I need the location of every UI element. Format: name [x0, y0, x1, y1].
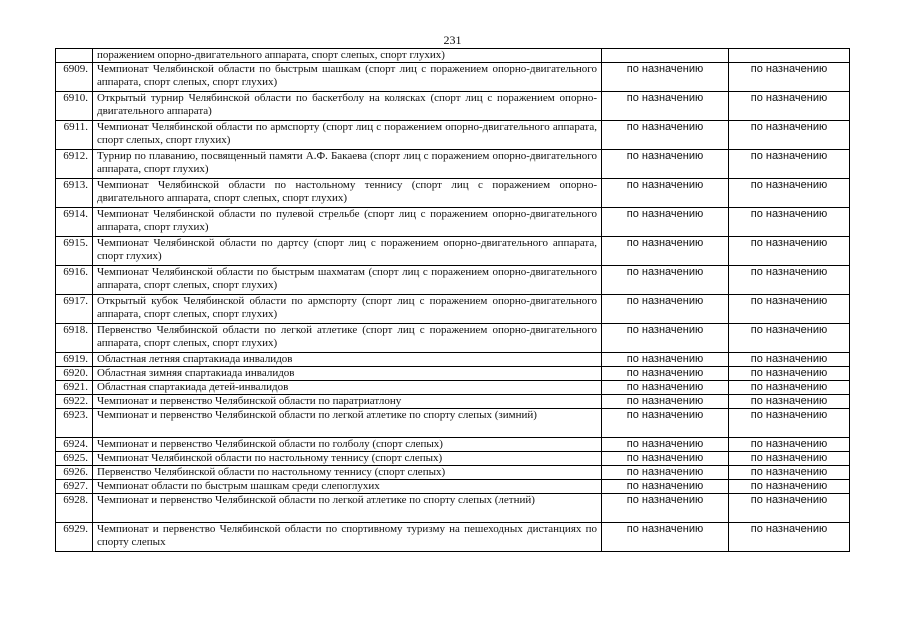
event-name: Чемпионат Челябинской области по быстрым шашкам (спорт лиц с поражением опорно-двигательного аппарата, спорт слепых, спорт глухих): [93, 63, 602, 92]
table-row: [56, 49, 850, 63]
event-name: Чемпионат Челябинской области по быстрым шахматам (спорт лиц с поражением опорно-двигательного аппарата, спорт слепых, спорт глухих): [93, 266, 602, 295]
place-cell: по назначению: [729, 179, 850, 208]
table-row: [56, 452, 850, 466]
term-cell: по назначению: [602, 150, 729, 179]
event-name: Чемпионат и первенство Челябинской области по легкой атлетике по спорту слепых (летний): [93, 494, 602, 523]
table-row: [56, 179, 850, 208]
term-cell: по назначению: [602, 92, 729, 121]
row-number: 6909.: [56, 63, 93, 92]
place-cell: по назначению: [729, 523, 850, 552]
row-number: [56, 49, 93, 63]
term-cell: по назначению: [602, 523, 729, 552]
event-name: Чемпионат Челябинской области по настольному теннису (спорт слепых): [93, 452, 602, 466]
term-cell: по назначению: [602, 381, 729, 395]
event-name: Областная спартакиада детей-инвалидов: [93, 381, 602, 395]
table-row: [56, 480, 850, 494]
term-cell: по назначению: [602, 409, 729, 438]
place-cell: по назначению: [729, 92, 850, 121]
row-number: 6927.: [56, 480, 93, 494]
table-row: [56, 353, 850, 367]
term-cell: по назначению: [602, 266, 729, 295]
event-name: Чемпионат Челябинской области по пулевой стрельбе (спорт лиц с поражением опорно-двигательного аппарата, спорт глухих): [93, 208, 602, 237]
term-cell: по назначению: [602, 480, 729, 494]
row-number: 6917.: [56, 295, 93, 324]
row-number: 6910.: [56, 92, 93, 121]
table-row: [56, 121, 850, 150]
table-row: [56, 92, 850, 121]
place-cell: по назначению: [729, 480, 850, 494]
row-number: 6914.: [56, 208, 93, 237]
term-cell: по назначению: [602, 395, 729, 409]
place-cell: по назначению: [729, 208, 850, 237]
row-number: 6912.: [56, 150, 93, 179]
place-cell: по назначению: [729, 395, 850, 409]
row-number: 6913.: [56, 179, 93, 208]
event-name: Чемпионат и первенство Челябинской области по паратриатлону: [93, 395, 602, 409]
event-name: Чемпионат области по быстрым шашкам среди слепоглухих: [93, 480, 602, 494]
event-name: Чемпионат и первенство Челябинской области по голболу (спорт слепых): [93, 438, 602, 452]
page-number: 231: [443, 33, 462, 47]
row-number: 6911.: [56, 121, 93, 150]
place-cell: по назначению: [729, 381, 850, 395]
term-cell: по назначению: [602, 494, 729, 523]
event-name: Открытый кубок Челябинской области по армспорту (спорт лиц с поражением опорно-двигательного аппарата, спорт слепых, спорт глухих): [93, 295, 602, 324]
place-cell: по назначению: [729, 150, 850, 179]
event-name: Чемпионат Челябинской области по настольному теннису (спорт лиц с поражением опорно-двигательного аппарата, спорт слепых, спорт глухих): [93, 179, 602, 208]
event-name: Турнир по плаванию, посвященный памяти А.Ф. Бакаева (спорт лиц с поражением опорно-двигательного аппарата, спорт глухих): [93, 150, 602, 179]
event-name: Чемпионат и первенство Челябинской области по легкой атлетике по спорту слепых (зимний): [93, 409, 602, 438]
place-cell: по назначению: [729, 266, 850, 295]
term-cell: по назначению: [602, 179, 729, 208]
table-row: [56, 295, 850, 324]
event-name: Чемпионат и первенство Челябинской области по спортивному туризму на пешеходных дистанциях по спорту слепых: [93, 523, 602, 552]
table-row: [56, 237, 850, 266]
row-number: 6929.: [56, 523, 93, 552]
table-row: [56, 367, 850, 381]
place-cell: по назначению: [729, 494, 850, 523]
table-row: [56, 324, 850, 353]
table-row: [56, 63, 850, 92]
table-row: [56, 494, 850, 523]
term-cell: по назначению: [602, 237, 729, 266]
row-number: 6920.: [56, 367, 93, 381]
place-cell: [729, 49, 850, 63]
place-cell: по назначению: [729, 409, 850, 438]
table-row: [56, 381, 850, 395]
place-cell: по назначению: [729, 438, 850, 452]
place-cell: по назначению: [729, 295, 850, 324]
place-cell: по назначению: [729, 452, 850, 466]
term-cell: по назначению: [602, 452, 729, 466]
table-row: [56, 266, 850, 295]
event-name: Областная летняя спартакиада инвалидов: [93, 353, 602, 367]
table-row: [56, 208, 850, 237]
term-cell: [602, 49, 729, 63]
row-number: 6925.: [56, 452, 93, 466]
term-cell: по назначению: [602, 121, 729, 150]
table-row: [56, 150, 850, 179]
table-row: [56, 438, 850, 452]
row-number: 6916.: [56, 266, 93, 295]
row-number: 6921.: [56, 381, 93, 395]
term-cell: по назначению: [602, 324, 729, 353]
event-name: Открытый турнир Челябинской области по баскетболу на колясках (спорт лиц с поражением опорно-двигательного аппарата): [93, 92, 602, 121]
table-row: [56, 523, 850, 552]
place-cell: по назначению: [729, 237, 850, 266]
row-number: 6915.: [56, 237, 93, 266]
event-name: Чемпионат Челябинской области по армспорту (спорт лиц с поражением опорно-двигательного аппарата, спорт слепых, спорт глухих): [93, 121, 602, 150]
event-name: Первенство Челябинской области по легкой атлетике (спорт лиц с поражением опорно-двигательного аппарата, спорт слепых, спорт глухих): [93, 324, 602, 353]
event-name: Чемпионат Челябинской области по дартсу (спорт лиц с поражением опорно-двигательного аппарата, спорт глухих): [93, 237, 602, 266]
row-number: 6924.: [56, 438, 93, 452]
row-number: 6919.: [56, 353, 93, 367]
row-number: 6918.: [56, 324, 93, 353]
table-row: [56, 466, 850, 480]
term-cell: по назначению: [602, 466, 729, 480]
row-number: 6923.: [56, 409, 93, 438]
row-number: 6928.: [56, 494, 93, 523]
term-cell: по назначению: [602, 208, 729, 237]
row-number: 6926.: [56, 466, 93, 480]
place-cell: по назначению: [729, 324, 850, 353]
row-number: 6922.: [56, 395, 93, 409]
term-cell: по назначению: [602, 63, 729, 92]
term-cell: по назначению: [602, 438, 729, 452]
table-row: [56, 409, 850, 438]
term-cell: по назначению: [602, 295, 729, 324]
term-cell: по назначению: [602, 367, 729, 381]
place-cell: по назначению: [729, 367, 850, 381]
place-cell: по назначению: [729, 353, 850, 367]
term-cell: по назначению: [602, 353, 729, 367]
place-cell: по назначению: [729, 121, 850, 150]
place-cell: по назначению: [729, 466, 850, 480]
event-name: поражением опорно-двигательного аппарата, спорт слепых, спорт глухих): [93, 49, 602, 63]
table-row: [56, 395, 850, 409]
events-table: [55, 48, 850, 552]
place-cell: по назначению: [729, 63, 850, 92]
event-name: Областная зимняя спартакиада инвалидов: [93, 367, 602, 381]
event-name: Первенство Челябинской области по настольному теннису (спорт слепых): [93, 466, 602, 480]
